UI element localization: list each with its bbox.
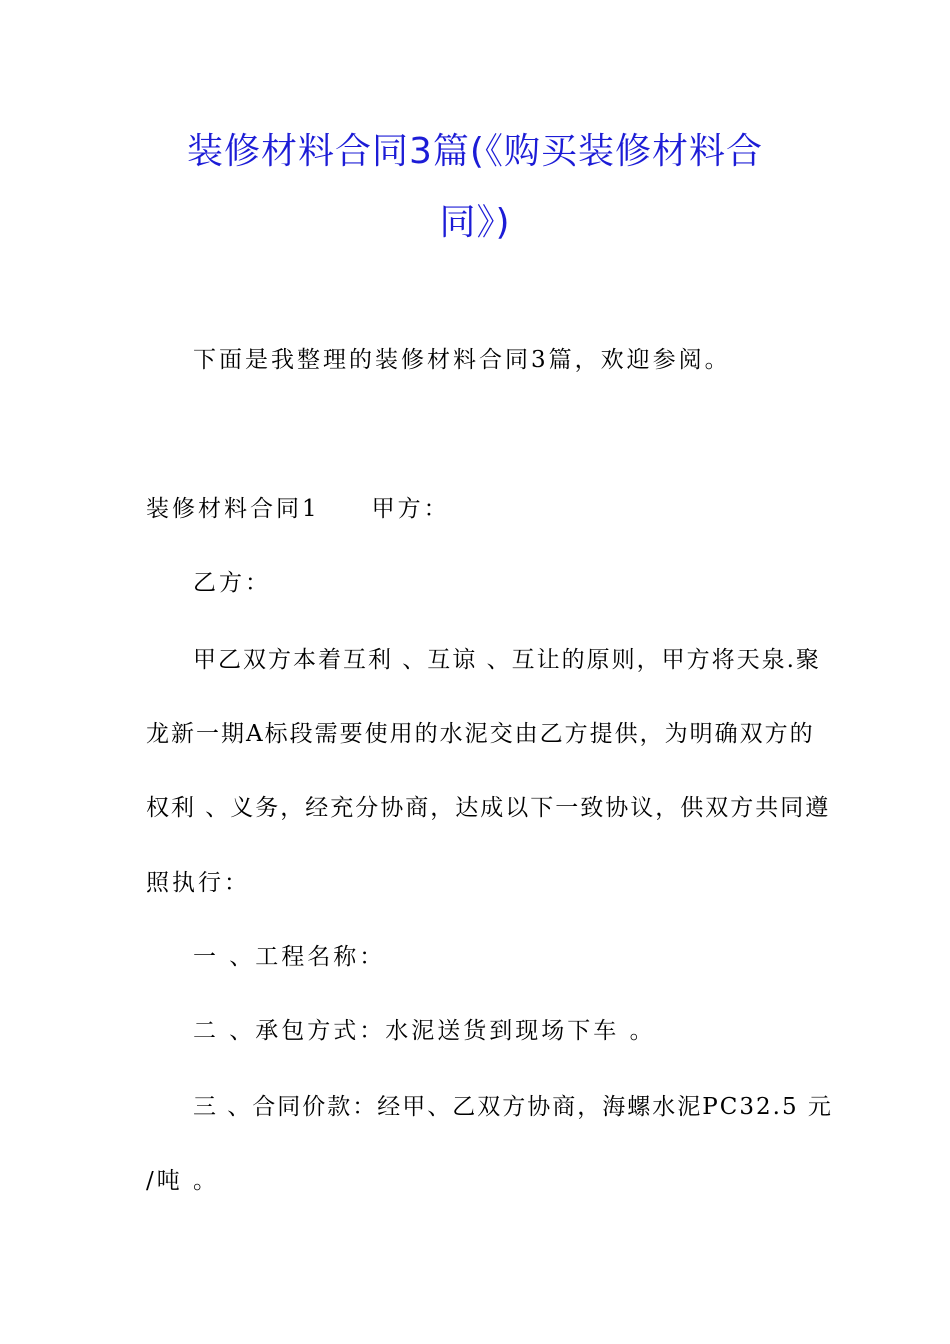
party-a-label: 甲方： — [371, 496, 450, 522]
party-b-label: 乙方： — [193, 570, 271, 596]
body-line: 权利 、义务，经充分协商，达成以下一致协议，供双方共同遵 — [146, 795, 831, 821]
body-line: 甲乙双方本着互利 、互谅 、互让的原则，甲方将天泉.聚 — [193, 647, 821, 673]
clause-2: 二 、承包方式：水泥送货到现场下车 。 — [193, 1018, 656, 1044]
clause-1: 一 、工程名称： — [193, 944, 386, 970]
section-heading-line — [146, 498, 450, 521]
intro-paragraph: 下面是我整理的装修材料合同3篇，欢迎参阅。 — [193, 347, 731, 373]
body-line: 照执行： — [146, 870, 250, 896]
clause-3-line-2: /吨 。 — [146, 1168, 220, 1194]
clause-3-line-1: 三 、合同价款：经甲、乙双方协商，海螺水泥PC32.5 元 — [193, 1094, 833, 1120]
body-line: 龙新一期A标段需要使用的水泥交由乙方提供，为明确双方的 — [146, 721, 815, 747]
document-title-line-2: 同》) — [439, 202, 511, 243]
document-title-line-1: 装修材料合同3篇(《购买装修材料合 — [187, 131, 763, 172]
section-heading: 装修材料合同1 — [146, 496, 320, 522]
